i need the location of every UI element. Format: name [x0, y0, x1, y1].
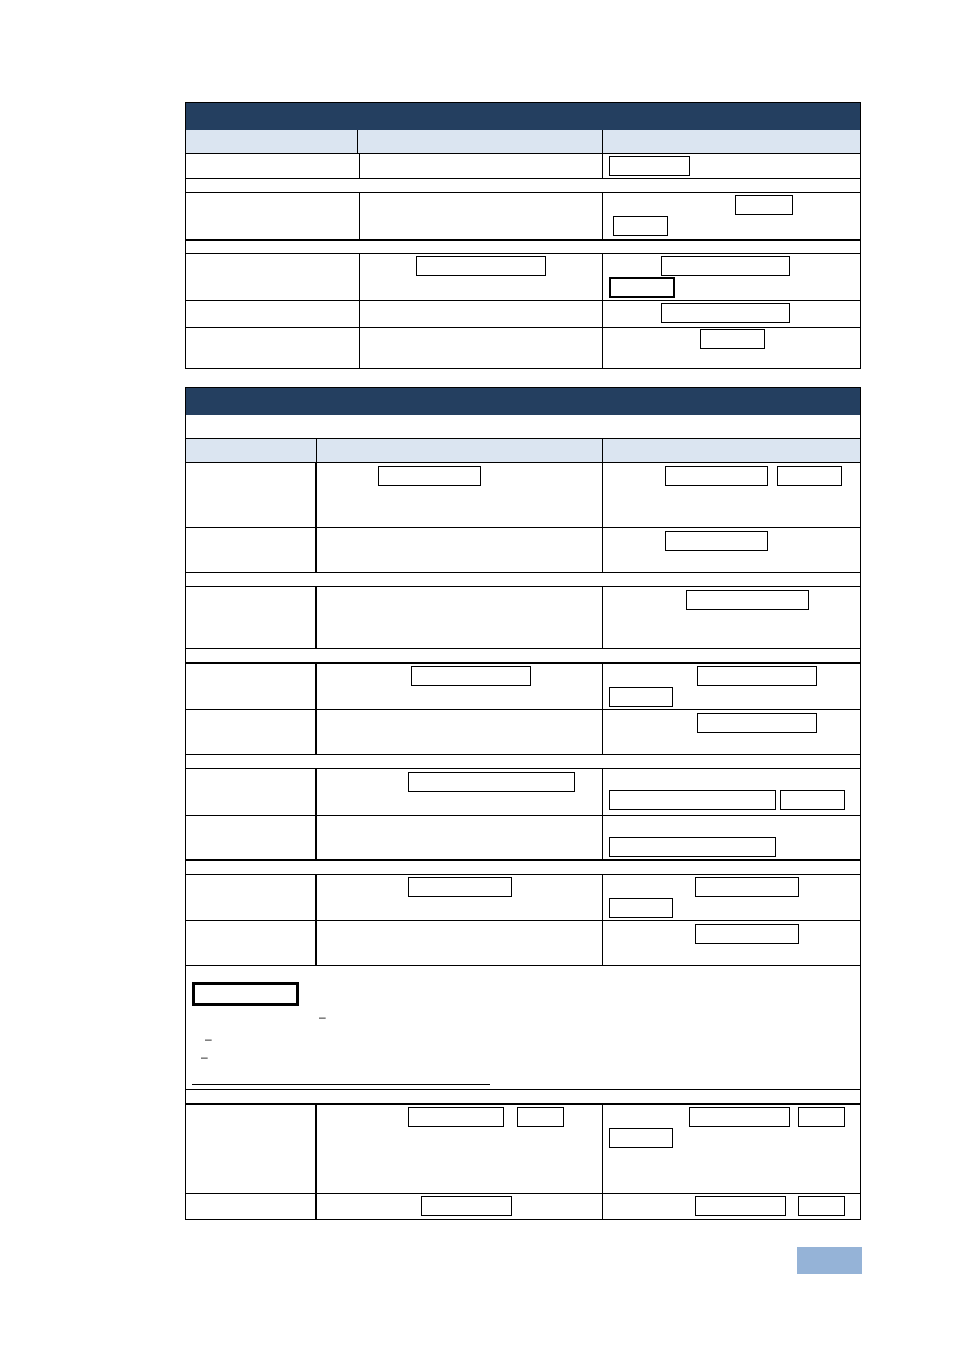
highlight-box	[378, 466, 481, 486]
column-divider	[602, 154, 603, 178]
highlight-box	[609, 790, 776, 810]
highlight-box	[695, 877, 799, 897]
row-divider	[186, 239, 860, 241]
row-divider	[186, 1103, 860, 1105]
highlight-box	[665, 466, 768, 486]
highlight-box	[798, 1107, 845, 1127]
row-divider	[186, 572, 860, 573]
highlight-box	[613, 216, 668, 236]
table-1-title-bar	[186, 103, 860, 130]
column-divider	[359, 193, 360, 239]
row-divider	[186, 815, 860, 816]
row-divider	[186, 768, 860, 769]
column-divider	[602, 193, 603, 239]
note-link-underline	[192, 1084, 490, 1085]
command-table-2	[185, 387, 861, 1220]
highlight-box	[408, 1107, 504, 1127]
row-divider	[186, 1193, 860, 1194]
highlight-box	[416, 256, 546, 276]
highlight-box	[697, 666, 817, 686]
highlight-box	[777, 466, 842, 486]
highlight-box	[697, 713, 817, 733]
column-divider	[602, 1105, 603, 1219]
table-2-column-header-row	[186, 439, 860, 463]
highlight-box	[661, 303, 790, 323]
row-divider	[186, 192, 860, 193]
column-divider	[315, 769, 317, 859]
row-divider	[186, 648, 860, 649]
highlight-box	[695, 924, 799, 944]
highlight-box	[661, 256, 790, 276]
highlight-box	[695, 1196, 786, 1216]
row-divider	[186, 859, 860, 861]
row-divider	[186, 1089, 860, 1090]
highlight-box	[689, 1107, 790, 1127]
column-divider	[315, 664, 317, 754]
highlight-box	[609, 156, 690, 176]
row-divider	[186, 586, 860, 587]
row-divider	[186, 253, 860, 254]
note-dash: –	[201, 1050, 208, 1064]
column-divider	[602, 254, 603, 368]
column-divider	[315, 463, 317, 572]
page-number-badge	[797, 1247, 862, 1274]
column-divider	[315, 587, 317, 648]
highlight-box	[665, 531, 768, 551]
column-divider	[602, 769, 603, 859]
highlight-box	[609, 837, 776, 857]
column-divider	[602, 875, 603, 965]
note-heading-box	[192, 982, 299, 1006]
column-divider	[359, 154, 360, 178]
highlight-box	[798, 1196, 845, 1216]
row-divider	[186, 300, 860, 301]
note-dash: –	[205, 1032, 212, 1046]
row-divider	[186, 327, 860, 328]
table-1-column-header-row	[186, 130, 860, 154]
command-table-1	[185, 102, 861, 369]
column-divider	[357, 130, 358, 154]
column-divider	[602, 439, 603, 463]
column-divider	[316, 439, 317, 463]
highlight-box	[609, 1128, 673, 1148]
note-dash: –	[319, 1010, 326, 1024]
highlight-box	[517, 1107, 564, 1127]
highlight-box	[609, 687, 673, 707]
table-2-title-bar	[186, 388, 860, 415]
row-divider	[186, 920, 860, 921]
highlight-box	[408, 772, 575, 792]
column-divider	[315, 875, 317, 965]
row-divider	[186, 527, 860, 528]
column-divider	[359, 254, 360, 368]
row-divider	[186, 874, 860, 875]
row-divider	[186, 754, 860, 755]
highlight-box	[780, 790, 845, 810]
highlight-box	[421, 1196, 512, 1216]
column-divider	[602, 664, 603, 754]
column-divider	[602, 130, 603, 154]
row-divider	[186, 662, 860, 664]
row-divider	[186, 709, 860, 710]
row-divider	[186, 965, 860, 966]
highlight-box	[411, 666, 531, 686]
highlight-box	[609, 898, 673, 918]
column-divider	[602, 587, 603, 648]
highlight-box	[700, 329, 765, 349]
row-divider	[186, 178, 860, 179]
column-divider	[315, 1105, 317, 1219]
highlight-box	[609, 277, 675, 298]
highlight-box	[735, 195, 793, 215]
highlight-box	[686, 590, 809, 610]
column-divider	[602, 463, 603, 572]
highlight-box	[408, 877, 512, 897]
